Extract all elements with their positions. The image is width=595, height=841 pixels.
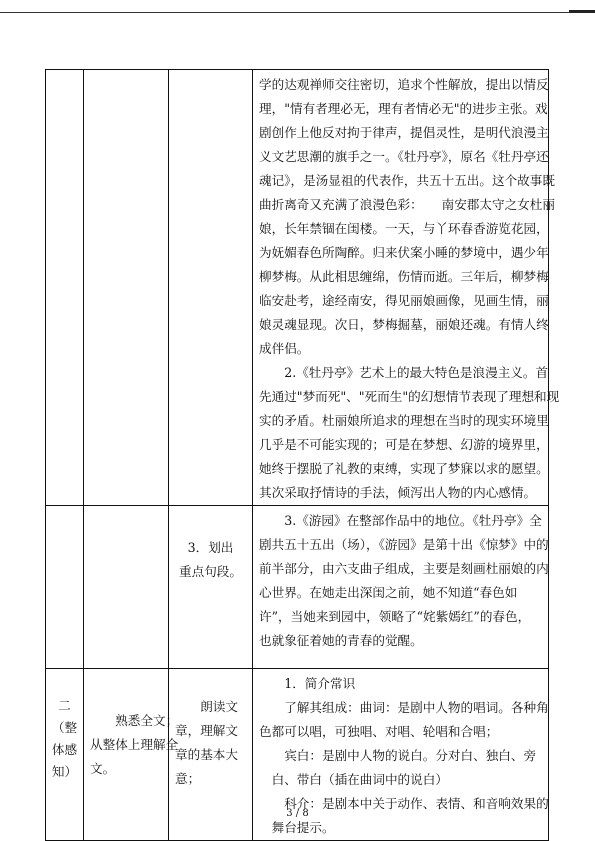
- section-title: 1．简介常识: [284, 676, 356, 691]
- text-line: 3.《游园》在整部作品中的地位。《牡丹亭》全: [284, 513, 542, 528]
- text-line: 2.《牡丹亭》艺术上的最大特色是浪漫主义。首: [284, 365, 549, 380]
- text-line: 也就象征着她的青春的觉醒。: [259, 633, 423, 648]
- text-line: 几乎是不可能实现的；可是在梦想、幻游的境界里，: [259, 437, 549, 452]
- text-line: 娘灵魂显现。次日，梦梅掘墓，丽娘还魂。有情人终: [259, 317, 549, 332]
- text-line: 理，"情有者理必无，理有者情必无"的进步主张。戏: [259, 101, 548, 116]
- definition-item: [259, 744, 542, 792]
- text-line: 科介：是剧本中关于动作、表情、和音响效果的: [284, 796, 549, 811]
- text-line: 为妩媚春色所陶醉。归来伏案小睡的梦境中，遇少年: [259, 245, 549, 260]
- text-line: 实的矛盾。杜丽娘所追求的理想在当时的现实环境里: [259, 413, 549, 428]
- text-line: 许”，当她来到园中，领略了“姹紫嫣红”的春色，: [259, 609, 531, 624]
- text-line: 义文艺思潮的旗手之一。《牡丹亭》，原名《牡丹亭还: [259, 149, 549, 164]
- text-line: 文。: [90, 761, 116, 776]
- text-line: 章，理解文: [175, 723, 238, 738]
- text-line: （整: [51, 720, 78, 735]
- text-line: 学的达观禅师交往密切，追求个性解放，提出以情反: [259, 77, 549, 92]
- text-line: 色都可以唱，可独唱、对唱、轮唱和合唱；: [259, 724, 499, 739]
- row1-step-cell: [169, 70, 253, 506]
- table-row: [46, 506, 549, 669]
- text-line: 娘，长年禁锢在闺楼。一天，与丫环春香游览花园，: [259, 221, 549, 236]
- row1-paragraph-2: [259, 361, 560, 505]
- stage-label: [46, 669, 83, 783]
- text-line: 魂记》，是汤显祖的代表作，共五十五出。这个故事既: [259, 173, 555, 188]
- row2-step-cell: [169, 506, 253, 669]
- text-line: 其次采取抒情诗的手法，倾泻出人物的内心感情。: [259, 485, 537, 500]
- row2-step-text: [169, 506, 252, 584]
- row2-stage-cell: [46, 506, 84, 669]
- row2-paragraph: [253, 506, 548, 653]
- text-line: 二: [58, 698, 71, 713]
- text-line: 意；: [175, 771, 201, 786]
- text-line: 了解其组成：曲词：是剧中人物的唱词。各种角: [284, 700, 549, 715]
- text-line: 章的基本大: [175, 747, 238, 762]
- text-line: 从整体上理解全: [90, 737, 179, 752]
- text-line: 宾白：是剧中人物的说白。分对白、独白、旁: [284, 748, 537, 763]
- text-line: 成伴侣。: [259, 341, 310, 356]
- row1-stage-cell: [46, 70, 84, 506]
- definition-item: [259, 696, 549, 744]
- text-line: 心世界。在她走出深闺之前，她不知道“春色如: [259, 585, 518, 600]
- text-line: 白、带白（插在曲词中的说白）: [271, 772, 448, 787]
- text-line: 剧共五十五出（场），《游园》是第十出《惊梦》中的: [259, 537, 549, 552]
- activity-text: [84, 669, 179, 781]
- text-line: 3．划出: [187, 540, 234, 555]
- row2-content-cell: [253, 506, 549, 669]
- row1-paragraph-1: [259, 73, 555, 361]
- text-line: 前半部分，由六支曲子组成，主要是刻画杜丽娘的内: [259, 561, 549, 576]
- text-line: 朗读文: [200, 699, 238, 714]
- text-line: 体感: [51, 742, 78, 757]
- row1-content-cell: [253, 70, 560, 506]
- header-mark: [569, 10, 595, 13]
- row2-activity-cell: [84, 506, 169, 669]
- text-line: 先通过"梦而死"、"死而生"的幻想情节表现了理想和现: [259, 389, 560, 404]
- text-line: 临安赴考，途经南安，得见丽娘画像，见画生情，丽: [259, 293, 549, 308]
- text-line: 熟悉全文；: [115, 713, 179, 728]
- table-row: [46, 70, 549, 506]
- text-line: 舞台提示。: [271, 820, 335, 835]
- lesson-plan-table: [45, 69, 560, 841]
- text-line: 曲折离奇又充满了浪漫色彩： 南安郡太守之女杜丽: [259, 197, 555, 212]
- page-number: 3 / 8: [286, 808, 309, 819]
- text-line: 她终于摆脱了礼教的束缚，实现了梦寐以求的愿望。: [259, 461, 549, 476]
- header-rule: [0, 12, 595, 13]
- text-line: 柳梦梅。从此相思缠绵，伤情而逝。三年后，柳梦梅: [259, 269, 549, 284]
- text-line: 知）: [51, 764, 78, 779]
- text-line: 剧创作上他反对拘于律声，提倡灵性，是明代浪漫主: [259, 125, 549, 140]
- row1-activity-cell: [84, 70, 169, 506]
- text-line: 重点句段。: [179, 564, 242, 579]
- step-text: [169, 669, 252, 791]
